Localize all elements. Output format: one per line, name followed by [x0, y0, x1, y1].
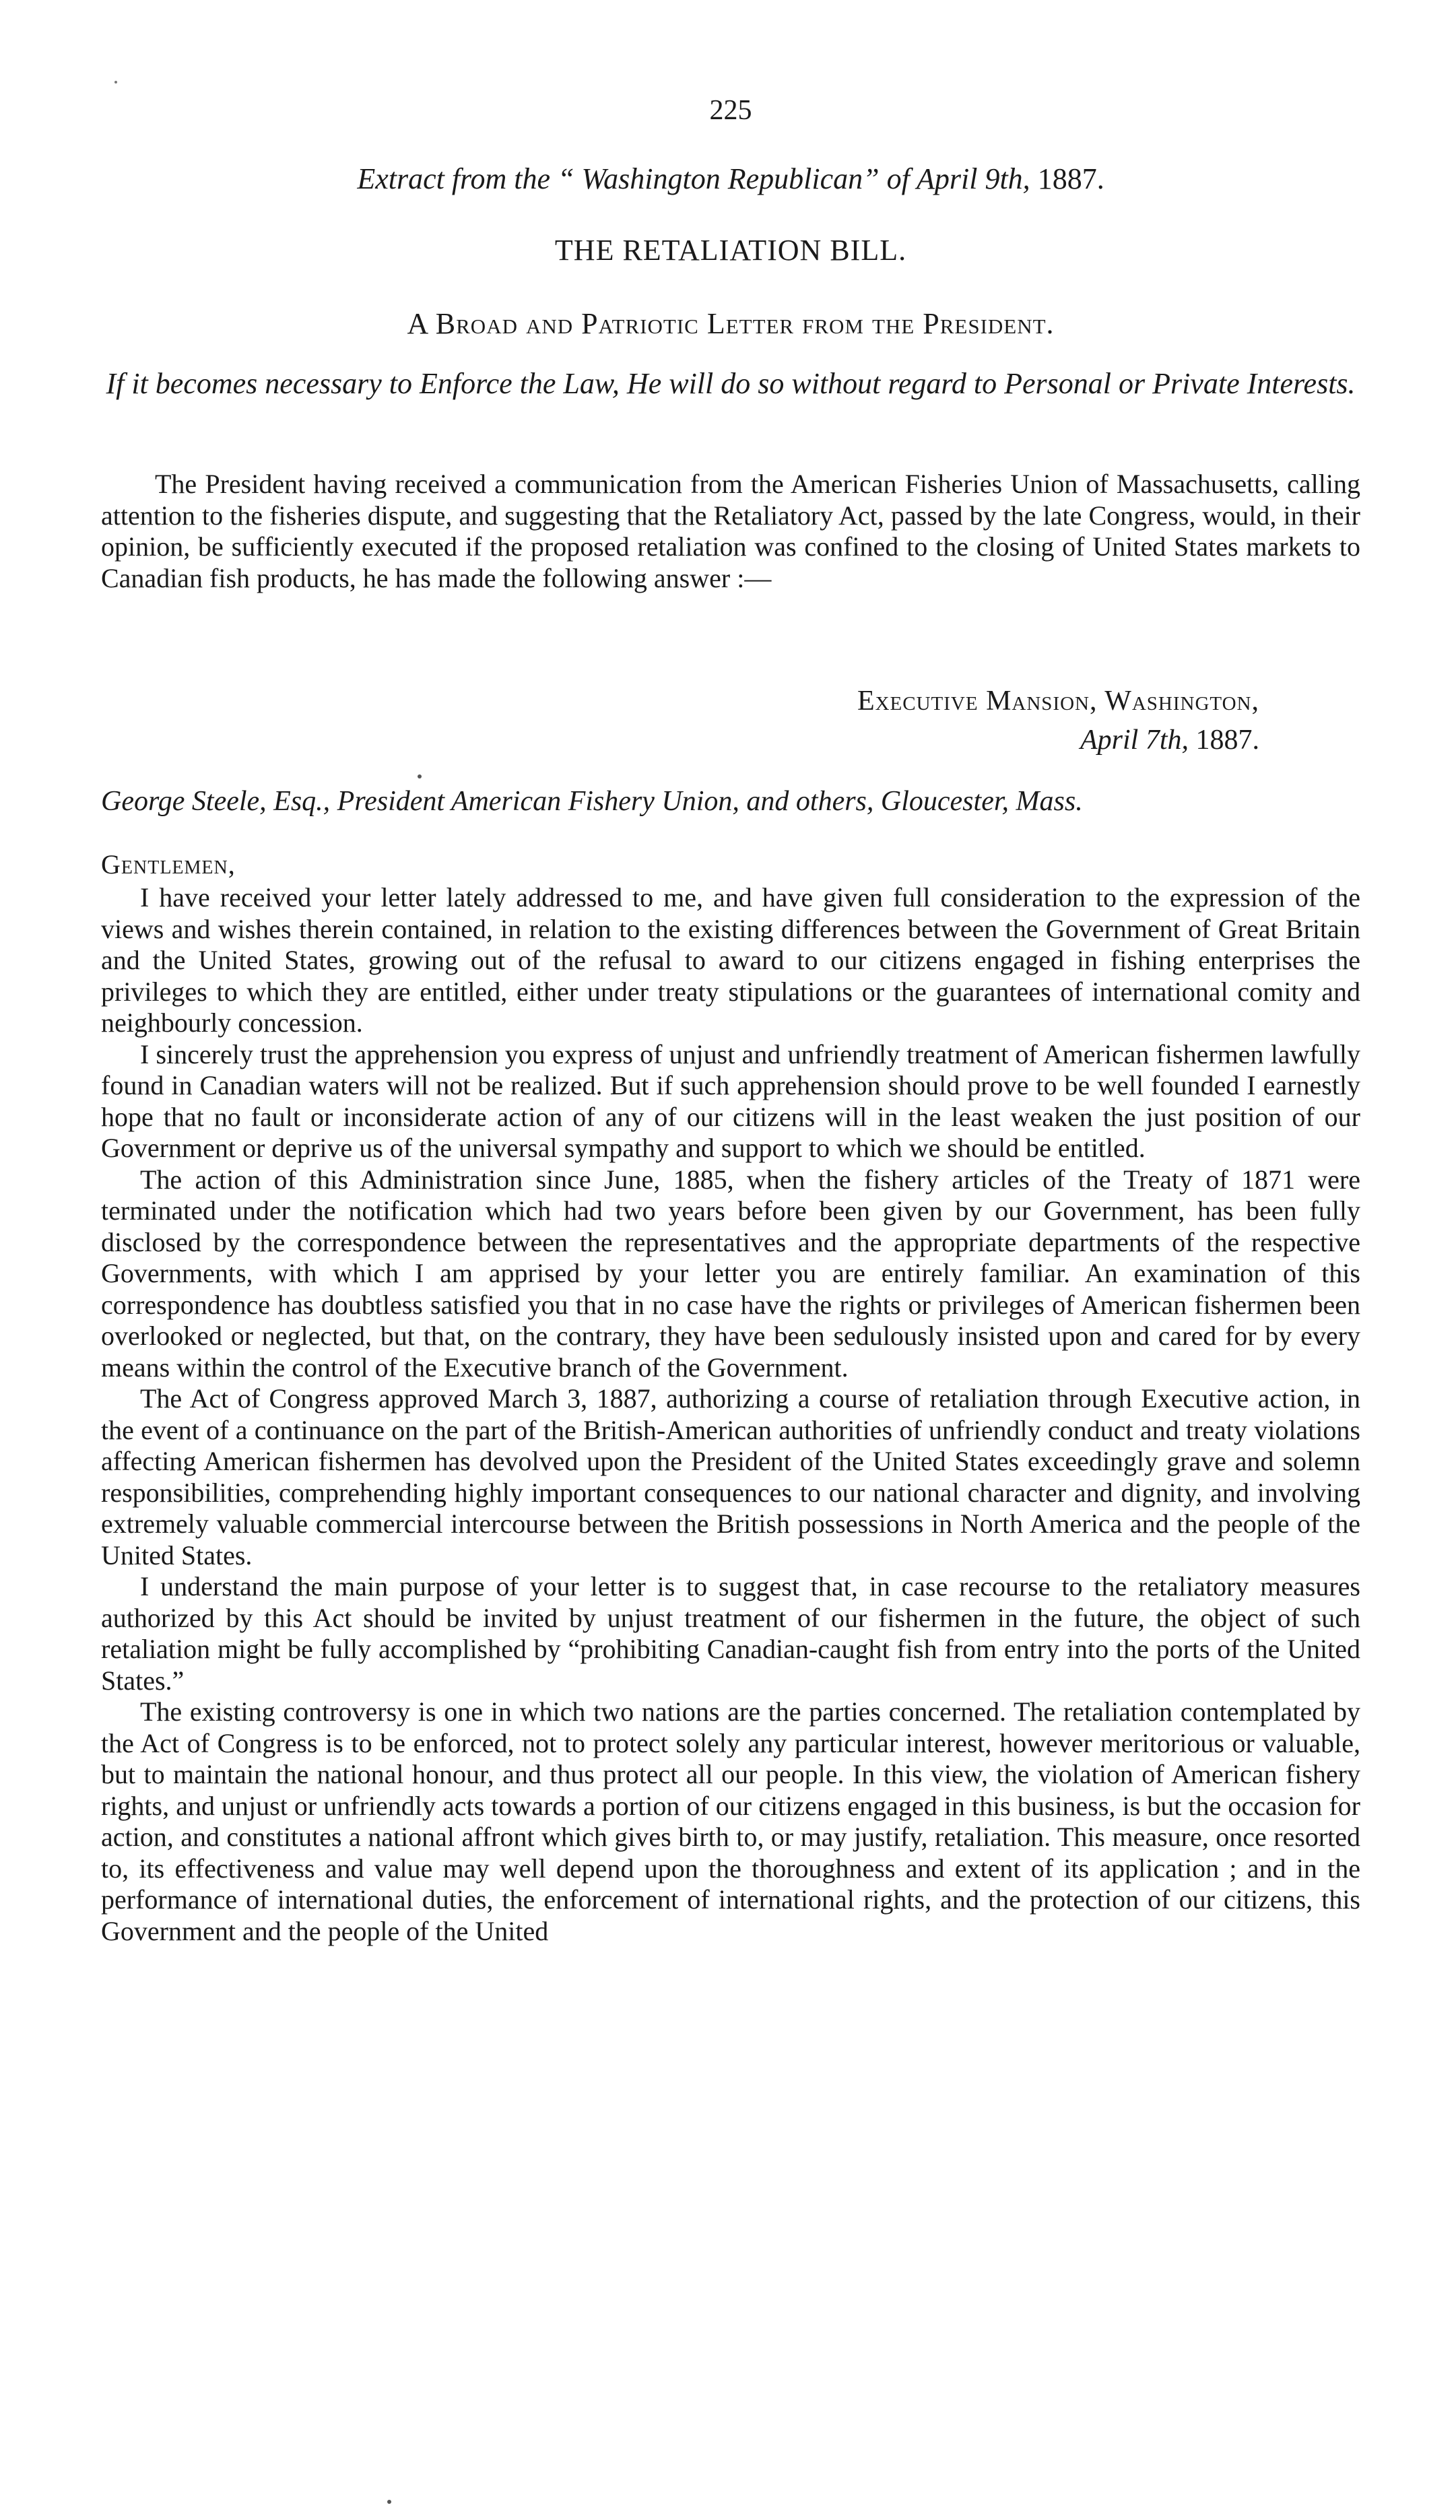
letter-dateline: [857, 682, 1259, 760]
letter-address: [101, 785, 1360, 818]
letter-paragraph: The existing controversy is one in which two nations are the parties concerned. The retaliation contemplated by the Act of Congress is to be enforced, not to protect solely any particular interest, however meritorious or valuable, but to maintain the national honour, and thus protect all our people. In this view, the violation of American fishery rights, and unjust or unfriendly acts towards a portion of our citizens engaged in this business, is but the occasion for action, and constitutes a national affront which gives birth to, or may justify, retaliation. This measure, once resorted to, its effectiveness and value may well depend upon the thoroughness and extent of its application ; and in the performance of international duties, the enforcement of international rights, and the protection of our citizens, this Government and the people of the United: [101, 1696, 1360, 1946]
letter-salutation: Gentlemen,: [101, 849, 236, 880]
letter-paragraph: I have received your letter lately addressed to me, and have given full consideration to the expression of the views and wishes therein contained, in relation to the existing differences between the Government of Great Britain and the United States, growing out of the refusal to award to our citizens engaged in fishing enterprises the privileges to which they are entitled, either under treaty stipulations or the guarantees of international comity and neighbourly concession.: [101, 882, 1360, 1038]
addressee-details: President American Fishery Union, and others, Gloucester, Mass.: [337, 786, 1083, 817]
print-speck: [387, 2500, 391, 2504]
document-page: [101, 0, 1360, 2520]
letter-body: [101, 882, 1360, 1947]
letter-paragraph: I understand the main purpose of your letter is to suggest that, in case recourse to the retaliatory measures authorized by this Act should be invited by unjust treatment of our fishermen in the future, the object of such retaliation might be fully accomplished by “prohibiting Canadian-caught fish from entry into the ports of the United States.”: [101, 1571, 1360, 1696]
page-number: 225: [709, 95, 752, 126]
extract-line: [101, 162, 1360, 196]
article-title: THE RETALIATION BILL.: [554, 234, 907, 267]
dateline-date-row: [857, 721, 1259, 760]
letter-paragraph: The Act of Congress approved March 3, 1887, authorizing a course of retaliation through Executive action, in the event of a continuance on the part of the British-American authorities of unfriendly conduct and treaty violations affecting American fishermen has devolved upon the President of the United States exceedingly grave and solemn responsibilities, comprehending highly important consequences to our national character and dignity, and involving extremely valuable commercial intercourse between the British possessions in North America and the people of the United States.: [101, 1383, 1360, 1570]
letter-paragraph: I sincerely trust the apprehension you express of unjust and unfriendly treatment of American fishermen lawfully found in Canadian waters will not be realized. But if such apprehension should prove to be well founded I earnestly hope that no fault or inconsiderate action of any of our citizens will in the least weaken the just position of our Government or deprive us of the universal sympathy and support to which we should be entitled.: [101, 1038, 1360, 1163]
addressee-name: George Steele, Esq.,: [101, 786, 331, 817]
print-speck: [114, 81, 117, 84]
article-deck: If it becomes necessary to Enforce the Law, He will do so without regard to Personal or Private Interests.: [106, 367, 1356, 400]
extract-year: 1887.: [1037, 162, 1104, 195]
print-speck: [418, 774, 422, 778]
article-subtitle: A Broad and Patriotic Letter from the President.: [407, 307, 1055, 340]
intro-paragraph: The President having received a communication from the American Fisheries Union of Massachusetts, calling attention to the fisheries dispute, and suggesting that the Retaliatory Act, passed by the late Congress, would, in their opinion, be sufficiently executed if the proposed retaliation was confined to the closing of United States markets to Canadian fish products, he has made the following answer :—: [101, 469, 1360, 593]
letter-paragraph: The action of this Administration since June, 1885, when the fishery articles of the Treaty of 1871 were terminated under the notification which had two years before been given by our Government, has been fully disclosed by the correspondence between the representatives and the appropriate departments of the respective Governments, with which I am apprised by your letter you are entirely familiar. An examination of this correspondence has doubtless satisfied you that in no case have the rights or privileges of American fishermen been overlooked or neglected, but that, on the contrary, they have been sedulously insisted upon and cared for by every means within the control of the Executive branch of the Government.: [101, 1164, 1360, 1383]
dateline-year: 1887.: [1195, 725, 1259, 756]
dateline-place: Executive Mansion, Washington,: [857, 686, 1259, 717]
dateline-date: April 7th,: [1080, 725, 1189, 756]
extract-source: Extract from the “ Washington Republican” of April 9th,: [357, 162, 1030, 195]
